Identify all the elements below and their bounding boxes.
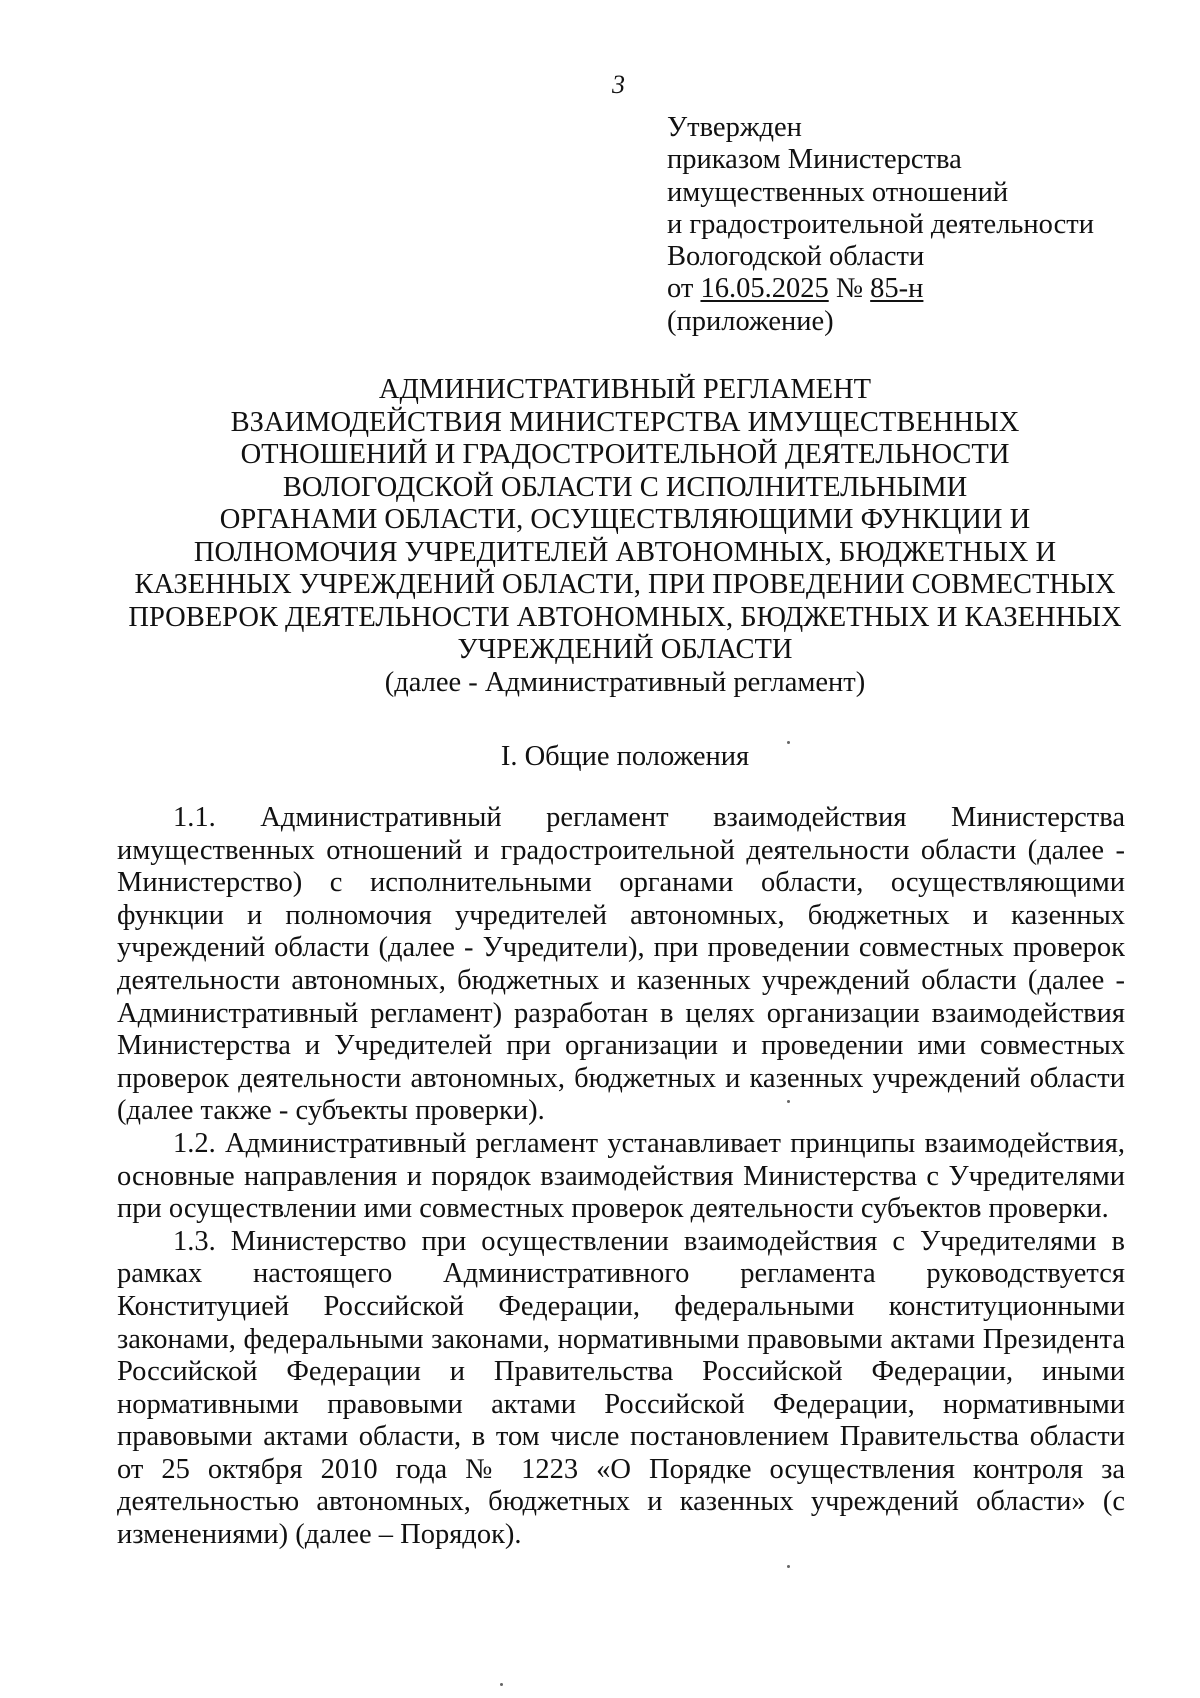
title-line: АДМИНИСТРАТИВНЫЙ РЕГЛАМЕНТ [378,374,872,405]
document-body [117,802,1125,1552]
text-line: нормативными правовыми актами Российской Федерации, нормативными [117,1388,1125,1420]
text-line: 1.1. Административный регламент взаимодействия Министерства [173,802,1125,833]
approval-line: и градостроительной деятельности [667,208,1094,240]
text-line: деятельности автономных, бюджетных и казенных учреждений области (далее - [117,964,1125,996]
title-line: ВОЛОГОДСКОЙ ОБЛАСТИ С ИСПОЛНИТЕЛЬНЫМИ [282,471,968,503]
text-line: учреждений области (далее - Учредители), при проведении совместных проверок [117,932,1125,964]
approval-line: имущественных отношений [667,176,1009,208]
text-line: Конституцией Российской Федерации, федеральными конституционными [117,1290,1125,1322]
text-line: Министерство) с исполнительными органами области, осуществляющими [117,867,1125,899]
title-line: ПОЛНОМОЧИЯ УЧРЕДИТЕЛЕЙ АВТОНОМНЫХ, БЮДЖЕТНЫХ И [193,536,1057,568]
approval-appendix: (приложение) [667,305,834,337]
text-line: проверок деятельности автономных, бюджетных и казенных учреждений области [117,1062,1125,1094]
text-line: от 25 октября 2010 года № 1223 «О Порядке осуществления контроля за [117,1453,1125,1485]
title-line: ПРОВЕРОК ДЕЯТЕЛЬНОСТИ АВТОНОМНЫХ, БЮДЖЕТНЫХ И КАЗЕННЫХ [128,601,1122,633]
approval-line: Вологодской области [667,241,925,273]
approval-block [667,112,1094,338]
scan-speck [787,741,790,744]
text-line: (далее также - субъекты проверки). [117,1095,545,1127]
section-heading: I. Общие положения [500,741,750,772]
page-number: 3 [612,70,625,99]
scan-speck [787,1565,790,1568]
text-line: рамках настоящего Административного регламента руководствуется [117,1258,1125,1290]
approval-number: 85-н [870,273,924,305]
scan-speck [500,1683,503,1686]
title-subline: (далее - Административный регламент) [384,666,866,698]
paragraph-1-2 [117,1128,1125,1226]
approval-date-prefix: от [667,273,701,305]
text-line: Административный регламент) разработан в целях организации взаимодействия [117,997,1125,1029]
paragraph-1-3 [117,1226,1125,1552]
approval-line: Утвержден [667,112,802,143]
title-line: ВЗАИМОДЕЙСТВИЯ МИНИСТЕРСТВА ИМУЩЕСТВЕННЫХ [230,406,1020,438]
text-line: Российской Федерации и Правительства Российской Федерации, иными [117,1356,1125,1388]
text-line: законами, федеральными законами, нормативными правовыми актами Президента [117,1323,1125,1355]
text-line: изменениями) (далее – Порядок). [117,1519,522,1551]
title-line: ОТНОШЕНИЙ И ГРАДОСТРОИТЕЛЬНОЙ ДЕЯТЕЛЬНОСТИ [240,439,1010,470]
title-line: КАЗЕННЫХ УЧРЕЖДЕНИЙ ОБЛАСТИ, ПРИ ПРОВЕДЕНИИ СОВМЕСТНЫХ [134,569,1116,600]
text-line: при осуществлении ими совместных проверок деятельности субъектов проверки. [117,1193,1109,1225]
approval-number-prefix: № [828,273,871,305]
document-title [110,374,1140,699]
text-line: 1.2. Административный регламент устанавливает принципы взаимодействия, [173,1127,1125,1159]
scan-speck [787,1100,790,1103]
approval-date-line [667,273,1094,305]
text-line: 1.3. Министерство при осуществлении взаимодействия с Учредителями в [173,1225,1125,1257]
text-line: функции и полномочия учредителей автономных, бюджетных и казенных [117,899,1125,931]
approval-line: приказом Министерства [667,144,962,176]
title-line: УЧРЕЖДЕНИЙ ОБЛАСТИ [457,634,793,665]
approval-date: 16.05.2025 [700,273,829,305]
text-line: основные направления и порядок взаимодействия Министерства с Учредителями [117,1160,1125,1192]
text-line: деятельностью автономных, бюджетных и казенных учреждений области» (с [117,1486,1125,1518]
text-line: имущественных отношений и градостроительной деятельности области (далее - [117,834,1125,866]
text-line: правовыми актами области, в том числе постановлением Правительства области [117,1421,1125,1453]
paragraph-1-1 [117,802,1125,1128]
text-line: Министерства и Учредителей при организации и проведении ими совместных [117,1030,1125,1062]
title-line: ОРГАНАМИ ОБЛАСТИ, ОСУЩЕСТВЛЯЮЩИМИ ФУНКЦИИ И [219,504,1031,535]
